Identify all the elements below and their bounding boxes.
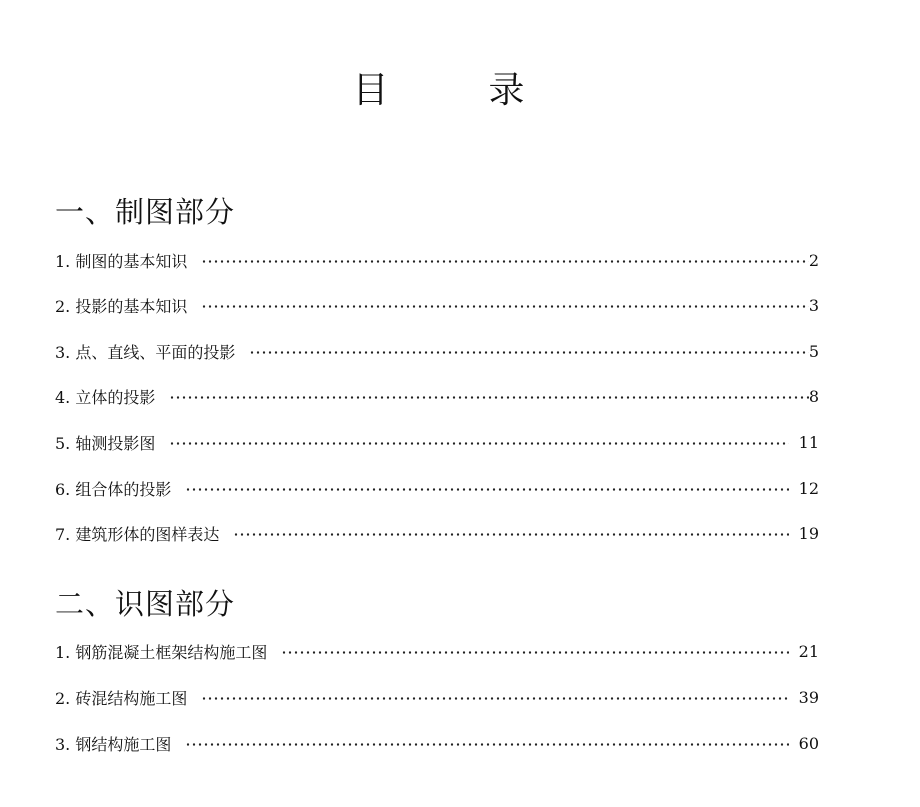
toc-entry-label: 1. 制图的基本知识 xyxy=(55,251,188,271)
toc-entry-page: 39 xyxy=(798,687,819,707)
dot-leader xyxy=(281,651,789,654)
dot-leader xyxy=(201,260,808,263)
toc-entry-page: 2 xyxy=(808,250,819,270)
dot-leader xyxy=(201,697,789,700)
dot-leader xyxy=(233,533,789,536)
toc-entry-label: 4. 立体的投影 xyxy=(55,387,156,407)
toc-entry[interactable] xyxy=(55,521,819,545)
dot-leader xyxy=(169,396,808,399)
toc-entry-label: 1. 钢筋混凝土框架结构施工图 xyxy=(55,642,268,662)
toc-entry[interactable] xyxy=(55,430,819,454)
dot-leader xyxy=(201,305,808,308)
toc-entry-page: 5 xyxy=(808,341,819,361)
dot-leader xyxy=(185,488,789,491)
section-heading-drawing: 一、制图部分 xyxy=(55,195,236,229)
toc-entry-label: 5. 轴测投影图 xyxy=(55,433,156,453)
toc-entry[interactable] xyxy=(55,476,819,500)
toc-entry[interactable] xyxy=(55,293,819,317)
toc-entry-label: 3. 钢结构施工图 xyxy=(55,734,172,754)
dot-leader xyxy=(249,351,808,354)
dot-leader xyxy=(169,442,789,445)
toc-entry-page: 3 xyxy=(808,295,819,315)
toc-entry-label: 2. 砖混结构施工图 xyxy=(55,688,188,708)
toc-entry-label: 7. 建筑形体的图样表达 xyxy=(55,524,220,544)
toc-entry[interactable] xyxy=(55,248,819,272)
toc-entry-label: 2. 投影的基本知识 xyxy=(55,296,188,316)
toc-entry-page: 60 xyxy=(798,733,819,753)
toc-entry-page: 8 xyxy=(808,386,819,406)
section-heading-reading: 二、识图部分 xyxy=(55,587,236,621)
toc-entry-label: 3. 点、直线、平面的投影 xyxy=(55,342,236,362)
toc-entry-page: 12 xyxy=(798,478,819,498)
toc-entry-page: 11 xyxy=(798,432,819,452)
toc-entry[interactable] xyxy=(55,339,819,363)
toc-entry[interactable] xyxy=(55,639,819,663)
toc-entry[interactable] xyxy=(55,384,819,408)
toc-entry[interactable] xyxy=(55,731,819,755)
dot-leader xyxy=(185,743,789,746)
page-title: 目 录 xyxy=(352,70,557,111)
toc-entry[interactable] xyxy=(55,685,819,709)
toc-entry-page: 19 xyxy=(798,523,819,543)
toc-entry-page: 21 xyxy=(798,641,819,661)
toc-entry-label: 6. 组合体的投影 xyxy=(55,479,172,499)
